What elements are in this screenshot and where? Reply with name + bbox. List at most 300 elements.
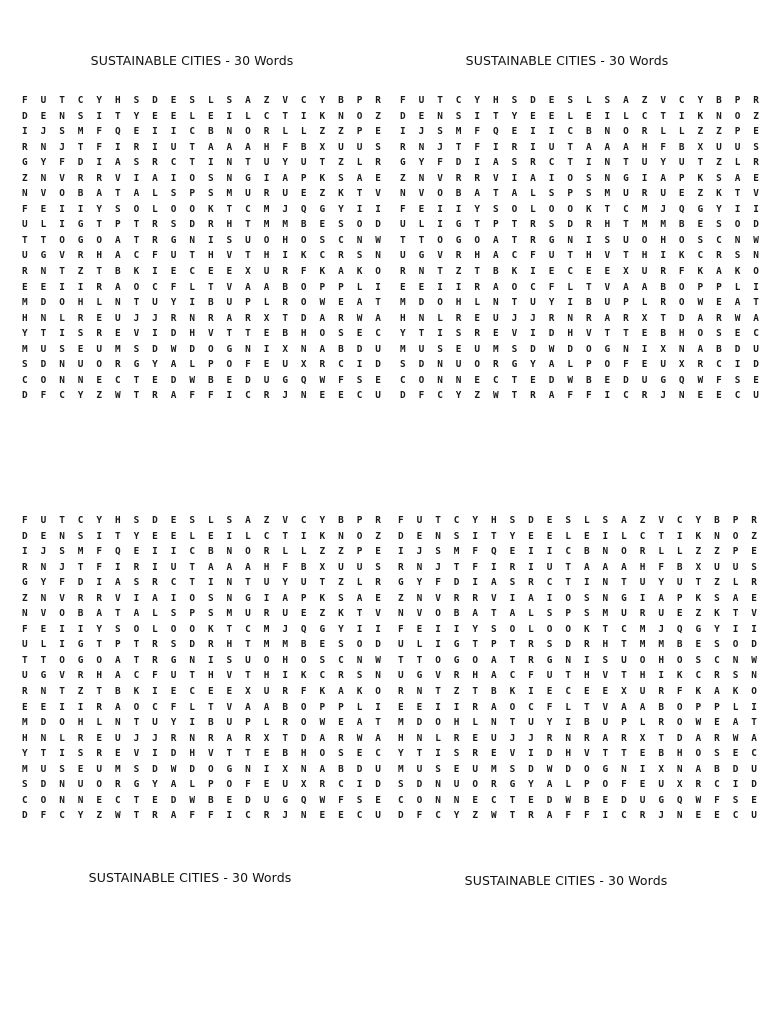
grid-letter: R bbox=[170, 312, 177, 324]
grid-letter: C bbox=[623, 390, 629, 402]
grid-letter: R bbox=[400, 266, 406, 278]
grid-letter: R bbox=[546, 732, 553, 744]
grid-letter: I bbox=[490, 561, 497, 573]
grid-letter: U bbox=[40, 515, 47, 526]
grid-letter: F bbox=[658, 561, 664, 573]
grid-letter: D bbox=[567, 219, 573, 231]
grid-letter: S bbox=[338, 328, 344, 340]
grid-letter: L bbox=[418, 219, 425, 231]
grid-letter: L bbox=[189, 281, 195, 293]
grid-letter: E bbox=[96, 312, 103, 324]
grid-letter: C bbox=[695, 670, 702, 682]
grid-letter: O bbox=[435, 717, 441, 729]
grid-letter: E bbox=[40, 110, 47, 122]
grid-letter: I bbox=[453, 623, 460, 635]
grid-letter: C bbox=[435, 810, 441, 822]
grid-letter: I bbox=[375, 281, 381, 293]
grid-letter: E bbox=[40, 281, 47, 293]
grid-letter: O bbox=[207, 763, 214, 775]
grid-letter: O bbox=[96, 654, 103, 666]
grid-letter: Z bbox=[751, 530, 757, 542]
grid-letter: W bbox=[734, 312, 741, 324]
grid-letter: C bbox=[22, 374, 28, 386]
grid-letter: R bbox=[22, 561, 28, 573]
grid-letter: S bbox=[490, 623, 497, 635]
grid-letter: N bbox=[565, 732, 571, 744]
grid-letter: W bbox=[189, 794, 195, 806]
grid-letter: T bbox=[509, 654, 516, 666]
grid-letter: O bbox=[567, 172, 573, 184]
grid-letter: H bbox=[678, 328, 685, 340]
grid-letter: T bbox=[133, 390, 140, 402]
grid-letter: J bbox=[660, 390, 666, 402]
grid-letter: Y bbox=[319, 95, 326, 106]
grid-letter: L bbox=[565, 530, 571, 542]
grid-letter: Z bbox=[96, 390, 103, 402]
grid-letter: R bbox=[207, 219, 214, 231]
grid-letter: A bbox=[319, 312, 326, 324]
grid-letter: E bbox=[263, 359, 270, 371]
grid-letter: U bbox=[226, 717, 233, 729]
grid-letter: U bbox=[453, 779, 460, 791]
grid-letter: I bbox=[207, 577, 214, 589]
grid-letter: R bbox=[152, 577, 158, 589]
grid-letter: X bbox=[639, 732, 646, 744]
grid-letter: N bbox=[716, 110, 722, 122]
grid-letter: A bbox=[751, 732, 757, 744]
grid-letter: U bbox=[152, 297, 158, 309]
grid-letter: Y bbox=[338, 623, 344, 635]
grid-letter: T bbox=[621, 670, 627, 682]
grid-letter: O bbox=[245, 126, 251, 138]
grid-letter: N bbox=[22, 188, 28, 200]
grid-letter: S bbox=[59, 763, 65, 775]
grid-letter: I bbox=[528, 748, 534, 760]
grid-letter: E bbox=[678, 188, 685, 200]
grid-letter: B bbox=[77, 188, 84, 200]
grid-letter: T bbox=[734, 188, 741, 200]
grid-letter: U bbox=[282, 359, 288, 371]
grid-letter: N bbox=[567, 234, 573, 246]
grid-letter: U bbox=[300, 577, 307, 589]
grid-letter: A bbox=[114, 670, 121, 682]
grid-letter: H bbox=[77, 717, 84, 729]
grid-letter: R bbox=[207, 732, 214, 744]
grid-letter: E bbox=[641, 328, 648, 340]
grid-letter: E bbox=[418, 110, 425, 122]
grid-letter: R bbox=[375, 577, 381, 589]
grid-letter: R bbox=[641, 188, 648, 200]
grid-letter: H bbox=[455, 297, 462, 309]
grid-letter: A bbox=[282, 172, 288, 184]
grid-letter: E bbox=[548, 95, 555, 106]
grid-letter: Z bbox=[375, 530, 381, 542]
grid-letter: Z bbox=[714, 577, 720, 589]
grid-letter: P bbox=[356, 95, 363, 106]
grid-letter: S bbox=[338, 639, 344, 651]
grid-letter: C bbox=[356, 810, 363, 822]
grid-letter: E bbox=[548, 110, 555, 122]
grid-letter: I bbox=[732, 779, 739, 791]
grid-letter: L bbox=[732, 577, 739, 589]
grid-letter: B bbox=[455, 188, 462, 200]
grid-letter: H bbox=[282, 234, 288, 246]
grid-letter: H bbox=[490, 515, 497, 526]
grid-letter: C bbox=[400, 374, 406, 386]
grid-letter: M bbox=[641, 219, 648, 231]
grid-letter: I bbox=[152, 546, 158, 558]
grid-letter: A bbox=[96, 188, 103, 200]
grid-letter: U bbox=[528, 717, 534, 729]
grid-letter: N bbox=[567, 312, 573, 324]
grid-letter: R bbox=[133, 141, 140, 153]
grid-letter: N bbox=[40, 686, 47, 698]
grid-letter: O bbox=[133, 281, 140, 293]
grid-letter: D bbox=[22, 810, 28, 822]
grid-letter: E bbox=[546, 530, 553, 542]
letter-grid-4 bbox=[398, 513, 768, 824]
grid-letter: Q bbox=[300, 374, 307, 386]
grid-letter: E bbox=[418, 203, 425, 215]
grid-letter: U bbox=[398, 670, 404, 682]
grid-letter: O bbox=[319, 328, 326, 340]
grid-letter: A bbox=[492, 250, 499, 262]
grid-letter: I bbox=[282, 670, 288, 682]
grid-letter: M bbox=[641, 203, 648, 215]
grid-letter: E bbox=[490, 748, 497, 760]
grid-letter: Y bbox=[472, 515, 479, 526]
grid-letter: E bbox=[207, 686, 214, 698]
grid-letter: L bbox=[356, 577, 363, 589]
grid-letter: D bbox=[548, 374, 555, 386]
grid-letter: C bbox=[375, 748, 381, 760]
grid-letter: S bbox=[207, 608, 214, 620]
grid-letter: T bbox=[356, 188, 363, 200]
grid-letter: A bbox=[492, 157, 499, 169]
grid-letter: E bbox=[400, 281, 406, 293]
grid-letter: Z bbox=[453, 686, 460, 698]
grid-letter: R bbox=[77, 312, 84, 324]
grid-letter: O bbox=[226, 779, 233, 791]
grid-letter: J bbox=[59, 561, 65, 573]
grid-letter: N bbox=[676, 810, 683, 822]
grid-letter: O bbox=[59, 717, 65, 729]
grid-letter: A bbox=[604, 141, 611, 153]
grid-letter: A bbox=[245, 561, 251, 573]
grid-letter: I bbox=[375, 203, 381, 215]
grid-letter: G bbox=[22, 157, 28, 169]
grid-letter: O bbox=[356, 530, 363, 542]
grid-letter: S bbox=[77, 748, 84, 760]
grid-letter: E bbox=[676, 608, 683, 620]
grid-letter: D bbox=[751, 779, 757, 791]
grid-letter: T bbox=[753, 297, 759, 309]
grid-letter: A bbox=[490, 701, 497, 713]
grid-letter: N bbox=[59, 794, 65, 806]
grid-letter: I bbox=[263, 172, 270, 184]
grid-letter: L bbox=[565, 779, 571, 791]
grid-letter: D bbox=[734, 343, 741, 355]
grid-letter: N bbox=[375, 670, 381, 682]
grid-letter: W bbox=[732, 732, 739, 744]
grid-letter: D bbox=[300, 312, 307, 324]
grid-letter: V bbox=[114, 592, 121, 604]
grid-letter: V bbox=[435, 592, 441, 604]
grid-letter: T bbox=[472, 639, 479, 651]
grid-letter: O bbox=[416, 794, 423, 806]
grid-letter: E bbox=[22, 701, 28, 713]
puzzle-title-1: SUSTAINABLE CITIES - 30 Words bbox=[90, 53, 294, 68]
grid-letter: A bbox=[548, 390, 555, 402]
grid-letter: V bbox=[40, 188, 47, 200]
grid-letter: P bbox=[567, 188, 573, 200]
grid-letter: C bbox=[245, 810, 251, 822]
grid-letter: G bbox=[226, 343, 233, 355]
grid-letter: A bbox=[245, 515, 251, 526]
grid-letter: T bbox=[695, 577, 702, 589]
grid-letter: B bbox=[207, 297, 214, 309]
grid-letter: B bbox=[585, 374, 592, 386]
grid-letter: E bbox=[338, 717, 344, 729]
grid-letter: R bbox=[263, 390, 270, 402]
grid-letter: A bbox=[546, 810, 553, 822]
grid-letter: D bbox=[22, 390, 28, 402]
grid-letter: M bbox=[263, 219, 270, 231]
grid-letter: V bbox=[40, 608, 47, 620]
grid-letter: K bbox=[716, 188, 722, 200]
grid-letter: A bbox=[319, 732, 326, 744]
grid-letter: H bbox=[472, 670, 479, 682]
grid-letter: T bbox=[59, 686, 65, 698]
grid-letter: Y bbox=[416, 577, 423, 589]
grid-letter: O bbox=[437, 297, 443, 309]
grid-letter: I bbox=[59, 639, 65, 651]
grid-letter: O bbox=[226, 359, 233, 371]
grid-letter: S bbox=[585, 172, 592, 184]
grid-letter: R bbox=[207, 312, 214, 324]
grid-letter: K bbox=[678, 250, 685, 262]
grid-letter: B bbox=[282, 748, 288, 760]
grid-letter: N bbox=[490, 717, 497, 729]
grid-letter: F bbox=[96, 141, 103, 153]
grid-letter: N bbox=[437, 110, 443, 122]
grid-letter: J bbox=[282, 390, 288, 402]
grid-letter: N bbox=[189, 732, 195, 744]
grid-letter: I bbox=[437, 328, 443, 340]
grid-letter: E bbox=[319, 219, 326, 231]
grid-letter: U bbox=[170, 141, 177, 153]
grid-letter: A bbox=[114, 250, 121, 262]
grid-letter: Z bbox=[338, 126, 344, 138]
grid-letter: R bbox=[472, 748, 479, 760]
grid-letter: Y bbox=[474, 95, 481, 106]
grid-letter: N bbox=[59, 779, 65, 791]
puzzle-title-2: SUSTAINABLE CITIES - 30 Words bbox=[465, 53, 669, 68]
grid-letter: N bbox=[77, 794, 84, 806]
grid-letter: V bbox=[492, 172, 499, 184]
grid-letter: F bbox=[300, 686, 307, 698]
grid-letter: K bbox=[319, 592, 326, 604]
grid-letter: P bbox=[623, 297, 629, 309]
grid-letter: N bbox=[300, 810, 307, 822]
grid-letter: I bbox=[751, 701, 757, 713]
grid-letter: T bbox=[96, 686, 103, 698]
grid-letter: E bbox=[170, 530, 177, 542]
grid-letter: C bbox=[509, 670, 516, 682]
grid-letter: W bbox=[356, 732, 363, 744]
grid-letter: E bbox=[716, 297, 722, 309]
grid-letter: B bbox=[282, 328, 288, 340]
grid-letter: E bbox=[40, 623, 47, 635]
grid-letter: R bbox=[472, 592, 479, 604]
grid-letter: O bbox=[356, 639, 363, 651]
grid-letter: T bbox=[133, 234, 140, 246]
grid-letter: F bbox=[282, 561, 288, 573]
grid-letter: U bbox=[641, 157, 648, 169]
grid-letter: Z bbox=[695, 546, 702, 558]
grid-letter: I bbox=[602, 530, 609, 542]
grid-letter: T bbox=[207, 281, 214, 293]
grid-letter: E bbox=[751, 592, 757, 604]
grid-letter: D bbox=[77, 577, 84, 589]
grid-letter: V bbox=[658, 515, 664, 526]
grid-letter: T bbox=[567, 157, 573, 169]
grid-letter: E bbox=[398, 701, 404, 713]
grid-letter: E bbox=[751, 794, 757, 806]
letter-grid-2 bbox=[400, 93, 768, 404]
grid-letter: A bbox=[490, 577, 497, 589]
grid-letter: U bbox=[375, 343, 381, 355]
grid-letter: G bbox=[245, 592, 251, 604]
grid-letter: A bbox=[226, 732, 233, 744]
grid-letter: U bbox=[678, 157, 685, 169]
grid-letter: X bbox=[678, 359, 685, 371]
grid-letter: T bbox=[114, 608, 121, 620]
grid-letter: U bbox=[734, 141, 741, 153]
grid-letter: A bbox=[621, 515, 627, 526]
grid-letter: Z bbox=[319, 188, 326, 200]
grid-letter: I bbox=[437, 203, 443, 215]
grid-letter: A bbox=[604, 312, 611, 324]
grid-letter: K bbox=[714, 608, 720, 620]
grid-letter: I bbox=[152, 686, 158, 698]
grid-letter: S bbox=[59, 546, 65, 558]
grid-letter: I bbox=[658, 670, 664, 682]
grid-letter: P bbox=[565, 608, 571, 620]
grid-letter: N bbox=[189, 654, 195, 666]
grid-letter: C bbox=[546, 577, 553, 589]
grid-letter: T bbox=[585, 281, 592, 293]
grid-letter: C bbox=[263, 530, 270, 542]
grid-letter: N bbox=[455, 374, 462, 386]
grid-letter: D bbox=[245, 794, 251, 806]
grid-letter: T bbox=[400, 234, 406, 246]
grid-letter: O bbox=[300, 654, 307, 666]
grid-letter: E bbox=[546, 686, 553, 698]
grid-letter: L bbox=[565, 701, 571, 713]
grid-letter: O bbox=[375, 686, 381, 698]
grid-letter: R bbox=[492, 359, 499, 371]
grid-letter: I bbox=[753, 203, 759, 215]
grid-letter: P bbox=[714, 701, 720, 713]
grid-letter: C bbox=[734, 390, 741, 402]
grid-letter: M bbox=[639, 639, 646, 651]
grid-letter: I bbox=[583, 654, 590, 666]
grid-letter: N bbox=[226, 592, 233, 604]
grid-letter: A bbox=[490, 654, 497, 666]
grid-letter: C bbox=[338, 654, 344, 666]
grid-letter: P bbox=[356, 515, 363, 526]
grid-letter: F bbox=[22, 623, 28, 635]
grid-letter: L bbox=[641, 297, 648, 309]
grid-letter: R bbox=[585, 219, 592, 231]
grid-letter: S bbox=[437, 126, 443, 138]
grid-letter: E bbox=[455, 343, 462, 355]
grid-letter: P bbox=[319, 281, 326, 293]
grid-letter: Z bbox=[398, 592, 404, 604]
grid-letter: J bbox=[530, 312, 536, 324]
grid-letter: C bbox=[245, 390, 251, 402]
grid-letter: E bbox=[416, 623, 423, 635]
grid-letter: E bbox=[338, 810, 344, 822]
grid-letter: N bbox=[453, 794, 460, 806]
grid-letter: T bbox=[77, 141, 84, 153]
grid-letter: T bbox=[602, 748, 609, 760]
grid-letter: E bbox=[546, 515, 553, 526]
grid-letter: B bbox=[658, 748, 664, 760]
grid-letter: N bbox=[189, 234, 195, 246]
grid-letter: C bbox=[623, 203, 629, 215]
grid-letter: R bbox=[753, 95, 759, 106]
grid-letter: E bbox=[602, 794, 609, 806]
grid-letter: E bbox=[152, 794, 158, 806]
grid-letter: Z bbox=[697, 126, 704, 138]
grid-letter: R bbox=[583, 732, 590, 744]
grid-letter: Y bbox=[133, 530, 140, 542]
grid-letter: B bbox=[338, 763, 344, 775]
grid-letter: R bbox=[282, 686, 288, 698]
grid-letter: I bbox=[282, 250, 288, 262]
grid-letter: D bbox=[751, 639, 757, 651]
grid-letter: D bbox=[398, 530, 404, 542]
grid-letter: T bbox=[226, 203, 233, 215]
grid-letter: I bbox=[437, 219, 443, 231]
grid-letter: F bbox=[22, 515, 28, 526]
grid-letter: A bbox=[170, 810, 177, 822]
grid-letter: T bbox=[189, 250, 195, 262]
grid-letter: E bbox=[207, 266, 214, 278]
grid-letter: H bbox=[474, 250, 481, 262]
grid-letter: A bbox=[114, 701, 121, 713]
grid-letter: K bbox=[695, 686, 702, 698]
grid-letter: T bbox=[22, 234, 28, 246]
grid-letter: O bbox=[189, 203, 195, 215]
grid-letter: P bbox=[189, 608, 195, 620]
grid-letter: T bbox=[623, 157, 629, 169]
grid-letter: M bbox=[77, 126, 84, 138]
grid-letter: T bbox=[133, 654, 140, 666]
grid-letter: I bbox=[530, 266, 536, 278]
grid-letter: S bbox=[714, 748, 720, 760]
grid-letter: O bbox=[189, 623, 195, 635]
grid-letter: U bbox=[245, 608, 251, 620]
grid-letter: W bbox=[548, 343, 555, 355]
grid-letter: A bbox=[714, 686, 720, 698]
grid-letter: E bbox=[375, 794, 381, 806]
grid-letter: R bbox=[170, 732, 177, 744]
grid-letter: T bbox=[583, 701, 590, 713]
grid-letter: T bbox=[226, 748, 233, 760]
